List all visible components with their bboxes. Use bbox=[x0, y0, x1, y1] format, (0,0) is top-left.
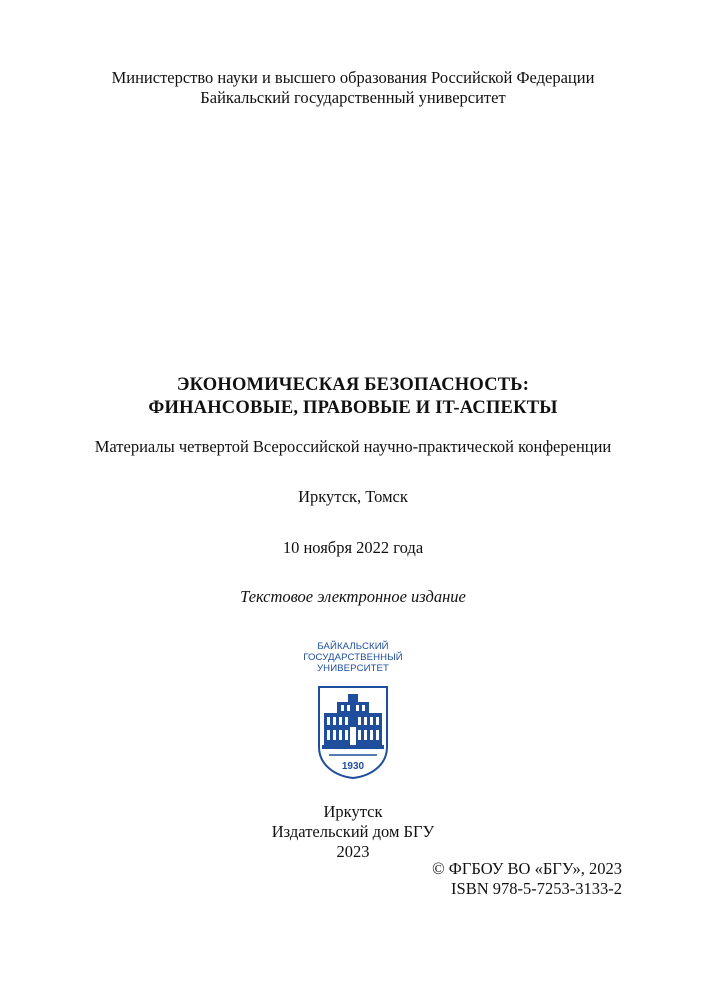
logo-text-line-3: УНИВЕРСИТЕТ bbox=[316, 663, 390, 674]
imprint-publisher: Издательский дом БГУ bbox=[271, 822, 435, 841]
isbn-line: ISBN 978-5-7253-3133-2 bbox=[451, 879, 622, 898]
conference-subtitle: Материалы четвертой Всероссийской научно-практической конференции bbox=[94, 437, 612, 456]
university-building-shield-icon bbox=[317, 685, 389, 780]
university-logo bbox=[303, 641, 403, 781]
conference-date: 10 ноября 2022 года bbox=[282, 538, 424, 557]
logo-text-line-1: БАЙКАЛЬСКИЙ bbox=[317, 641, 389, 652]
edition-type: Текстовое электронное издание bbox=[240, 587, 466, 606]
imprint-year: 2023 bbox=[336, 842, 370, 861]
title-line-1: ЭКОНОМИЧЕСКАЯ БЕЗОПАСНОСТЬ: bbox=[176, 375, 530, 395]
logo-text-line-2: ГОСУДАРСТВЕННЫЙ bbox=[303, 652, 403, 663]
copyright-line: © ФГБОУ ВО «БГУ», 2023 bbox=[432, 859, 622, 878]
university-line: Байкальский государственный университет bbox=[200, 88, 506, 107]
ministry-line: Министерство науки и высшего образования Российской Федерации bbox=[111, 68, 595, 87]
title-line-2: ФИНАНСОВЫЕ, ПРАВОВЫЕ И IT-АСПЕКТЫ bbox=[148, 398, 558, 418]
logo-year: 1930 bbox=[341, 761, 365, 772]
imprint-city: Иркутск bbox=[323, 802, 383, 821]
conference-location: Иркутск, Томск bbox=[298, 487, 408, 506]
